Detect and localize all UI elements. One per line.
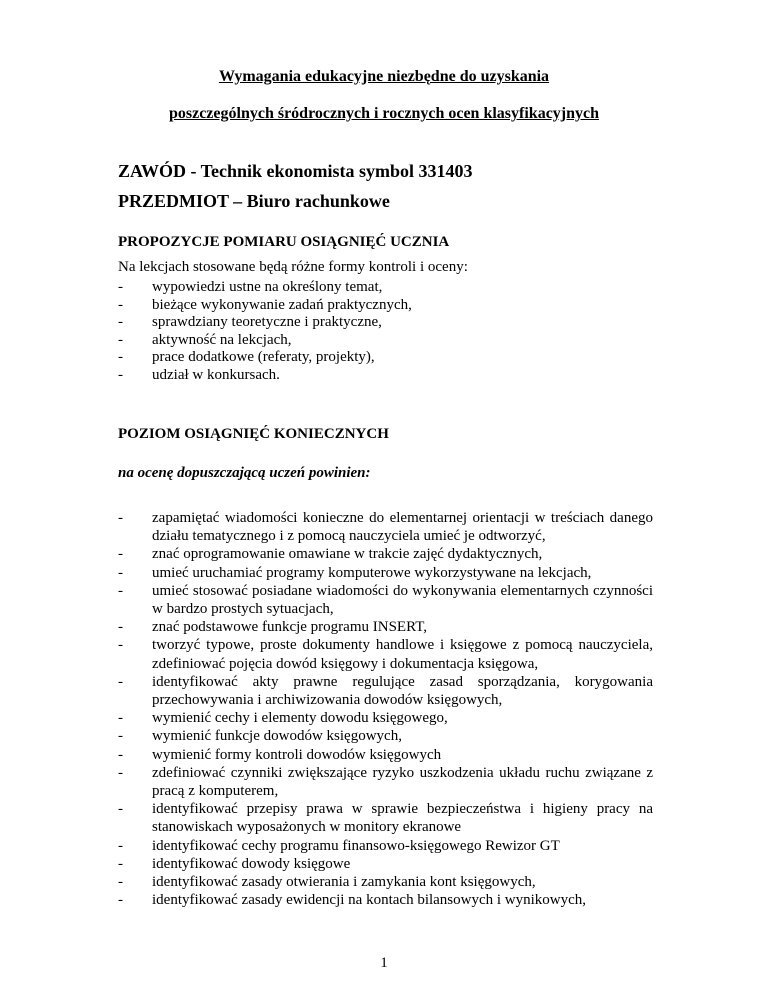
list-item: - identyfikować przepisy prawa w sprawie bezpieczeństwa i higieny pracy na stanowiskach wyposażonych w monitory ekranowe: [118, 801, 653, 836]
measurement-heading: PROPOZYCJE POMIARU OSIĄGNIĘĆ UCZNIA: [118, 234, 450, 250]
profession-line: ZAWÓD - Technik ekonomista symbol 331403: [118, 161, 473, 181]
list-item: - umieć uruchamiać programy komputerowe wykorzystywane na lekcjach,: [118, 564, 592, 581]
list-item: - wypowiedzi ustne na określony temat,: [118, 279, 383, 295]
list-item: - sprawdziany teoretyczne i praktyczne,: [118, 314, 382, 331]
assessment-forms-list: [118, 279, 658, 385]
title-line-2: poszczególnych śródrocznych i rocznych ocen klasyfikacyjnych: [168, 105, 600, 122]
list-item: - wymienić cechy i elementy dowodu księgowego,: [118, 710, 448, 727]
list-item: - zdefiniować czynniki zwiększające ryzyko uszkodzenia układu ruchu związane z pracą z komputerem,: [118, 764, 653, 800]
title-line-1: Wymagania edukacyjne niezbędne do uzyskania: [218, 68, 550, 85]
list-item: - identyfikować dowody księgowe: [118, 855, 351, 872]
list-item: - prace dodatkowe (referaty, projekty),: [118, 349, 375, 366]
list-item: - umieć stosować posiadane wiadomości do wykonywania elementarnych czynności w bardzo prostych sytuacjach,: [118, 582, 653, 618]
list-item: - identyfikować zasady ewidencji na kontach bilansowych i wynikowych,: [118, 892, 587, 909]
list-item: - udział w konkursach.: [118, 366, 280, 383]
list-item: - wymienić funkcje dowodów księgowych,: [118, 728, 402, 745]
measurement-intro: Na lekcjach stosowane będą różne formy kontroli i oceny:: [118, 259, 468, 275]
grade-subheading: na ocenę dopuszczającą uczeń powinien:: [118, 465, 371, 481]
subject-line: PRZEDMIOT – Biuro rachunkowe: [118, 191, 390, 211]
list-item: - bieżące wykonywanie zadań praktycznych,: [118, 296, 412, 313]
list-item: - identyfikować akty prawne regulujące zasad sporządzania, korygowania przechowywania i archiwizowania dowodów księgowych,: [118, 673, 653, 709]
required-level-heading: POZIOM OSIĄGNIĘĆ KONIECZNYCH: [118, 426, 389, 442]
list-item: - znać podstawowe funkcje programu INSERT,: [118, 619, 427, 636]
list-item: - tworzyć typowe, proste dokumenty handlowe i księgowe z pomocą nauczyciela, zdefiniować pojęcia dowód księgowy i dokumentacja księgowa,: [118, 637, 653, 672]
list-item: - identyfikować zasady otwierania i zamykania kont księgowych,: [118, 874, 536, 891]
list-item: - wymienić formy kontroli dowodów księgowych: [118, 746, 442, 763]
list-item: - znać oprogramowanie omawiane w trakcie zajęć dydaktycznych,: [118, 546, 543, 563]
page-number: 1: [380, 955, 388, 971]
requirements-list: [118, 509, 653, 909]
list-item: - aktywność na lekcjach,: [118, 331, 292, 348]
list-item: - zapamiętać wiadomości konieczne do elementarnej orientacji w treściach danego działu tematycznego i z pomocą nauczyciela umieć je odtworzyć,: [118, 510, 653, 545]
list-item: - identyfikować cechy programu finansowo-księgowego Rewizor GT: [118, 837, 560, 854]
